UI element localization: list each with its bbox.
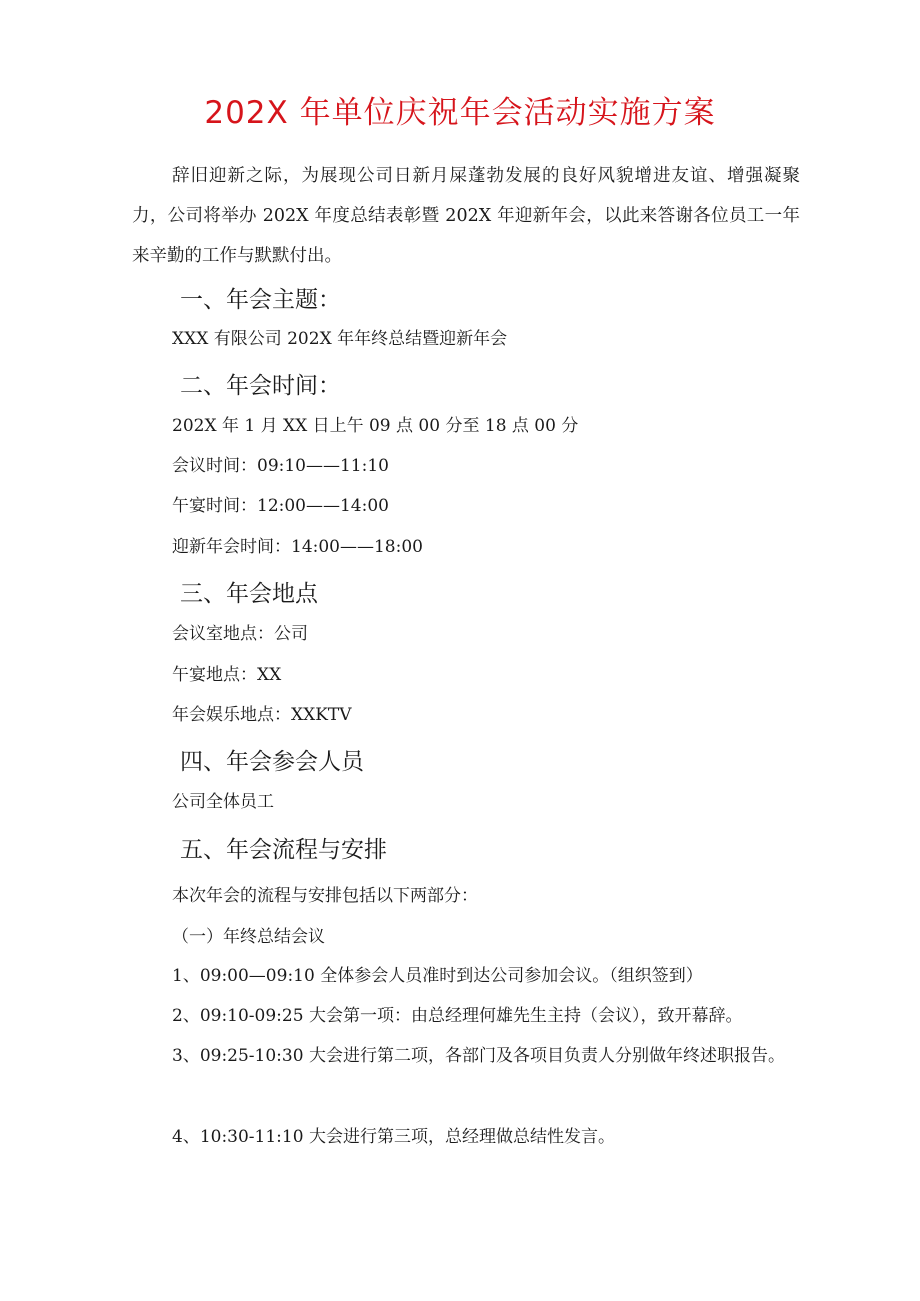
agenda-subheading: （一）年终总结会议 [172,927,325,947]
theme-text: XXX 有限公司 202X 年年终总结暨迎新年会 [172,329,508,349]
agenda-item-4: 4、10:30-11:10 大会进行第三项，总经理做总结性发言。 [172,1127,615,1147]
party-venue-line: 年会娱乐地点：XXKTV [172,705,352,725]
section-heading-agenda: 五、年会流程与安排 [180,837,387,863]
section-heading-venue: 三、年会地点 [180,581,318,607]
document-title: 202X 年单位庆祝年会活动实施方案 [204,95,716,131]
agenda-item-2: 2、09:10-09:25 大会第一项：由总经理何雄先生主持（会议），致开幕辞。 [172,1006,743,1026]
meeting-time-line: 会议时间：09:10——11:10 [172,456,389,476]
time-date-line: 202X 年 1 月 XX 日上午 09 点 00 分至 18 点 00 分 [172,416,579,436]
agenda-item-3: 3、09:25-10:30 大会进行第二项，各部门及各项目负责人分别做年终述职报告。 [172,1046,785,1066]
party-time-line: 迎新年会时间：14:00——18:00 [172,537,423,557]
section-heading-attendees: 四、年会参会人员 [180,749,364,775]
attendees-text: 公司全体员工 [172,792,274,812]
lunch-venue-line: 午宴地点：XX [172,665,282,685]
section-heading-time: 二、年会时间： [180,373,341,399]
agenda-intro-line: 本次年会的流程与安排包括以下两部分： [172,886,478,906]
meeting-venue-line: 会议室地点：公司 [172,624,308,644]
lunch-time-line: 午宴时间：12:00——14:00 [172,496,389,516]
section-heading-theme: 一、年会主题： [180,287,341,313]
intro-paragraph: 辞旧迎新之际，为展现公司日新月屎蓬勃发展的良好风貌增进友谊、增强凝聚力，公司将举办 202X 年度总结表彰暨 202X 年迎新年会，以此来答谢各位员工一年来辛勤的工作与默默付出。 [132,166,800,266]
agenda-item-1: 1、09:00—09:10 全体参会人员准时到达公司参加会议。（组织签到） [172,966,703,986]
